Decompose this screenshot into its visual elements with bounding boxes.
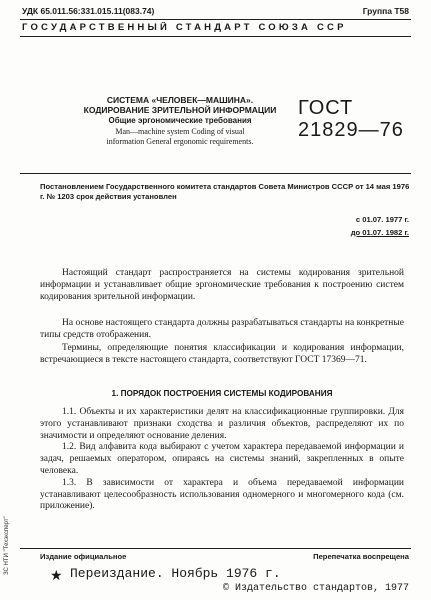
copyright: © Издательство стандартов, 1977 [222,583,409,594]
reprint-prohibited: Перепечатка воспрещена [313,552,409,561]
standard-title [70,95,290,146]
header-rule-top [20,19,411,20]
paragraph-text: Термины, определяющие понятия классификации и кодирования информации, встречающиеся в тексте настоящего стандарта, соответствуют ГОСТ 17369—71. [40,343,404,365]
title-line-3: Общие эргономические требования [108,116,252,125]
decree-text: Постановлением Государственного комитета стандартов Совета Министров СССР от 14 мая 1976 г. № 1203 срок действия установлен [40,182,410,201]
title-english-2: information General ergonomic requirements. [106,137,254,146]
section-1-content [40,407,404,513]
header-top [22,6,409,18]
footer-line [40,552,409,564]
state-standard-banner: ГОСУДАРСТВЕННЫЙ СТАНДАРТ СОЮЗА ССР [22,22,347,33]
paragraph-terms [40,343,404,367]
side-stamp-text: ЗС НТИ "Техэксперт" [4,516,10,575]
date-from: с 01.07. 1977 г. [355,215,409,224]
title-line-2: КОДИРОВАНИЕ ЗРИТЕЛЬНОЙ ИНФОРМАЦИИ [83,105,277,115]
side-stamp [4,455,14,575]
paragraph-scope [40,268,404,303]
star-icon: ★ [50,569,63,584]
title-english-1: Man—machine system Coding of visual [115,127,245,136]
section-heading: 1. ПОРЯДОК ПОСТРОЕНИЯ СИСТЕМЫ КОДИРОВАНИЯ [111,389,333,398]
paragraph-text: Настоящий стандарт распространяется на системы кодирования зрительной информации и устанавливает общие эргономические требования к построению систем кодирования зрительной информации. [40,268,404,302]
reprint-note: Переиздание. Ноябрь 1976 г. [70,566,281,581]
official-edition: Издание официальное [40,552,127,561]
group-code: Группа Т58 [362,6,409,16]
clause-1-3: 1.3. В зависимости от характера и объема передаваемой информации устанавливают целесообразность использования одномерного и многомерного кода (см. приложение). [40,477,404,512]
header-rule-bottom [20,36,411,37]
footer-rule [20,548,411,549]
clause-1-1: 1.1. Объекты и их характеристики делят на классификационные группировки. Для этого устанавливают признаки сходства и различия объектов, распределяют их по значимости и определяют основание деления. [40,407,404,441]
gost-designation [298,97,408,141]
gost-number: 21829—76 [298,119,404,141]
udk-code: УДК 65.011.56:331.015.11(083.74) [22,6,155,16]
gost-label: ГОСТ [298,97,354,119]
paragraph-basis [40,318,404,342]
validity-dates [351,213,409,239]
clause-1-2: 1.2. Вид алфавита кода выбирают с учетом характера передаваемой информации и задач, решаемых оператором, опираясь на системы знаний, закрепленных в опыте человека. [40,442,404,476]
paragraph-text: На основе настоящего стандарта должны разрабатываться стандарты на конкретные типы средств отображения. [40,318,404,340]
date-to: до 01.07. 1982 г. [350,228,409,237]
title-rule [20,173,411,174]
title-line-1: СИСТЕМА «ЧЕЛОВЕК—МАШИНА». [106,95,254,105]
